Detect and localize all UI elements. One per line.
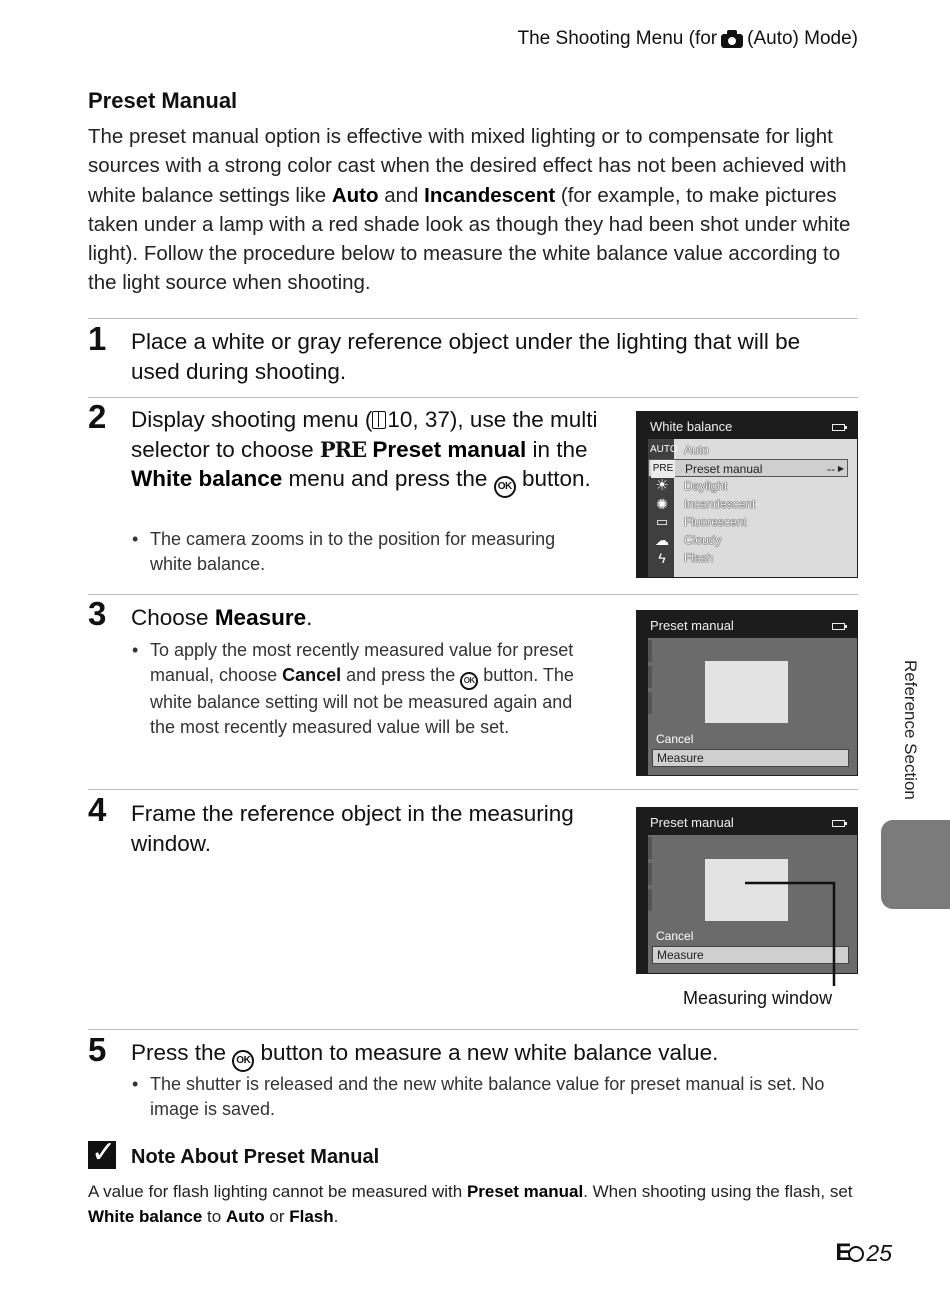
divider <box>88 789 858 790</box>
step-2-text: Display shooting menu ( 10, 37), use the multi selector to choose PRE Preset manual in the White balance menu and press the OK button. <box>131 405 621 498</box>
step-5-bullet: • The shutter is released and the new white balance value for preset manual is set. No image is saved. <box>132 1072 852 1122</box>
tab-marker <box>648 666 652 688</box>
preset-manual-screen <box>636 610 858 776</box>
pre-icon: PRE <box>651 460 675 478</box>
tab-marker <box>648 692 652 714</box>
divider <box>88 594 858 595</box>
intro-paragraph: The preset manual option is effective with mixed lighting or to compensate for light sources with a strong color cast when the desired effect has not been achieved with white balance settings like Auto and Incandescent (for example, to make pictures taken under a lamp with a red shade look as though they had been shot under white light). Follow the procedure below to measure the white balance value according to the light source when shooting. <box>88 125 851 295</box>
section-title: Preset Manual <box>88 88 238 113</box>
flash-icon: ϟ <box>658 550 666 566</box>
step-5-text: Press the OK button to measure a new white balance value. <box>131 1038 851 1072</box>
step-number: 3 <box>88 595 107 632</box>
step-4-text: Frame the reference object in the measuring window. <box>131 801 574 856</box>
ok-button-icon: OK <box>460 672 478 690</box>
screen-title: Preset manual <box>650 618 734 633</box>
divider <box>88 318 858 319</box>
divider <box>88 1029 858 1030</box>
tab-marker <box>648 863 652 885</box>
cancel-option[interactable]: Cancel <box>656 732 694 746</box>
step-number: 2 <box>88 398 107 435</box>
step-2-bullet: • The camera zooms in to the position for measuring white balance. <box>132 527 592 577</box>
menu-item-daylight[interactable]: ☀ Daylight <box>648 477 848 495</box>
incandescent-term: Incandescent <box>424 183 556 207</box>
cancel-option[interactable]: Cancel <box>656 929 694 943</box>
running-head-post: (Auto) Mode) <box>747 28 858 49</box>
ok-button-icon: OK <box>232 1050 254 1072</box>
menu-item-fluorescent[interactable]: ▭ Fluorescent <box>648 513 848 531</box>
divider <box>88 397 858 398</box>
auto-term: Auto <box>331 183 379 207</box>
page-number: E 25 <box>835 1238 892 1266</box>
arrow-right-icon: ▶ <box>837 464 844 473</box>
measure-option[interactable]: Measure <box>652 946 849 964</box>
running-head-pre: The Shooting Menu (for <box>517 28 718 49</box>
menu-item-auto[interactable]: AUTO Auto <box>650 443 709 457</box>
page-reference-icon <box>372 411 386 429</box>
bulb-icon: ✺ <box>656 496 668 512</box>
running-head <box>518 28 859 50</box>
step-3-text: Choose Measure. <box>131 605 313 630</box>
pre-icon: PRE <box>319 436 367 462</box>
screen-title: Preset manual <box>650 815 734 830</box>
callout-line <box>740 878 840 990</box>
check-icon <box>88 1141 116 1169</box>
tab-marker <box>648 640 652 662</box>
step-number: 4 <box>88 791 107 828</box>
step-number: 1 <box>88 320 107 357</box>
note-title: Note About Preset Manual <box>131 1146 380 1168</box>
side-tab-label: Reference Section <box>901 660 920 800</box>
camera-icon <box>721 30 743 48</box>
side-tab <box>881 820 950 909</box>
callout-label: Measuring window <box>683 988 833 1008</box>
battery-icon <box>832 820 845 827</box>
measuring-window <box>705 661 788 723</box>
white-balance-screen <box>636 411 858 578</box>
menu-item-incandescent[interactable]: ✺ Incandescent <box>648 495 848 513</box>
step-number: 5 <box>88 1031 107 1068</box>
fluorescent-icon: ▭ <box>655 514 669 529</box>
cloud-icon: ☁ <box>655 532 669 548</box>
screen-title: White balance <box>650 419 733 434</box>
tab-marker <box>648 837 652 859</box>
battery-icon <box>832 424 845 431</box>
menu-item-preset-manual[interactable]: PRE Preset manual -- ▶ <box>648 459 848 477</box>
sun-icon: ☀ <box>655 477 669 494</box>
note-body: A value for flash lighting cannot be measured with Preset manual. When shooting using the flash, set White balance to Auto or Flash. <box>88 1182 853 1226</box>
battery-icon <box>832 623 845 630</box>
step-3-bullet: • To apply the most recently measured value for preset manual, choose Cancel and press the OK button. The white balance setting will not be measured again and the most recently measured value will be set. <box>132 638 602 740</box>
menu-item-flash[interactable]: ϟ Flash <box>648 549 848 567</box>
ok-button-icon: OK <box>494 476 516 498</box>
step-1-text: Place a white or gray reference object under the lighting that will be used during shooting. <box>131 329 801 384</box>
auto-icon: AUTO <box>650 444 678 455</box>
reference-section-icon: E <box>835 1243 865 1265</box>
menu-item-cloudy[interactable]: ☁ Cloudy <box>648 531 848 549</box>
tab-marker <box>648 889 652 911</box>
measure-option[interactable]: Measure <box>652 749 849 767</box>
